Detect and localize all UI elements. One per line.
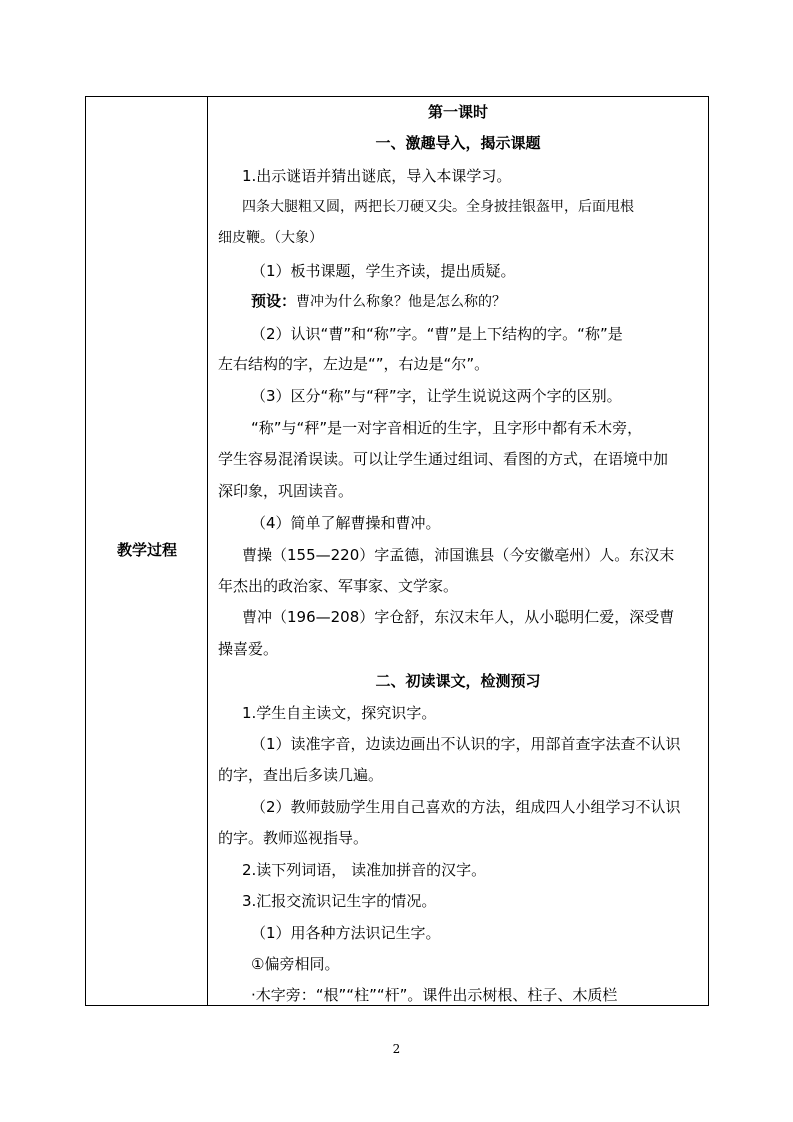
left-column <box>86 97 208 1005</box>
riddle-line: 四条大腿粗又圆，两把长刀硬又尖。全身披挂银盔甲，后面甩根 <box>242 199 634 215</box>
paragraph-line: “称”与“秤”是一对字音相近的生字，且字形中都有禾木旁， <box>251 419 643 437</box>
content-column <box>208 97 708 1005</box>
paragraph-line: 2.读下列词语， 读准加拼音的汉字。 <box>242 861 487 879</box>
preset-question: 曹冲为什么称象？他是怎么称的？ <box>296 294 507 310</box>
paragraph-line: 学生容易混淆误读。可以让学生通过组词、看图的方式，在语境中加 <box>218 450 669 468</box>
section-heading-2: 二、初读课文，检测预习 <box>375 672 541 690</box>
paragraph-line: 左右结构的字，左边是“”，右边是“尔”。 <box>218 355 490 373</box>
paragraph-line: （2）认识“曹”和“称”字。“曹”是上下结构的字。“称”是 <box>251 325 623 343</box>
paragraph-line: 操喜爱。 <box>218 640 279 658</box>
paragraph-line: ·木字旁：“根”“柱”“杆”。课件出示树根、柱子、木质栏 <box>251 986 618 1004</box>
paragraph-line: 的字。教师巡视指导。 <box>218 829 369 847</box>
preset-line <box>208 292 708 311</box>
paragraph-line: （1）用各种方法识记生字。 <box>251 924 441 942</box>
page-number: 2 <box>392 1042 401 1056</box>
paragraph-line: 的字，查出后多读几遍。 <box>218 766 384 784</box>
section-heading-1: 一、激趣导入，揭示课题 <box>375 134 541 152</box>
paragraph-line: 曹操（155—220）字孟德，沛国谯县（今安徽亳州）人。东汉末 <box>242 546 675 564</box>
lesson-table <box>85 96 709 1006</box>
riddle-line: 细皮鞭。（大象） <box>218 230 323 246</box>
paragraph-line: （2）教师鼓励学生用自己喜欢的方法，组成四人小组学习不认识 <box>251 798 681 816</box>
paragraph-line: （3）区分“称”与“秤”字，让学生说说这两个字的区别。 <box>251 387 622 405</box>
paragraph-line: 1.学生自主读文，探究识字。 <box>242 704 437 722</box>
paragraph-line: （4）简单了解曹操和曹冲。 <box>251 514 441 532</box>
paragraph-line: 3.汇报交流识记生字的情况。 <box>242 892 437 910</box>
paragraph-line: 深印象，巩固读音。 <box>218 482 354 500</box>
preset-label: 预设： <box>251 292 297 310</box>
paragraph-line: （1）读准字音，边读边画出不认识的字，用部首查字法查不认识 <box>251 735 681 753</box>
paragraph-line: ①偏旁相同。 <box>251 955 340 973</box>
section-label: 教学过程 <box>116 541 177 559</box>
paragraph-line: （1）板书课题，学生齐读，提出质疑。 <box>251 262 516 280</box>
paragraph-line: 1.出示谜语并猜出谜底，导入本课学习。 <box>242 167 512 185</box>
paragraph-line: 曹冲（196—208）字仓舒，东汉末年人，从小聪明仁爱，深受曹 <box>242 608 675 626</box>
paragraph-line: 年杰出的政治家、军事家、文学家。 <box>218 577 459 595</box>
lesson-title: 第一课时 <box>427 103 488 121</box>
